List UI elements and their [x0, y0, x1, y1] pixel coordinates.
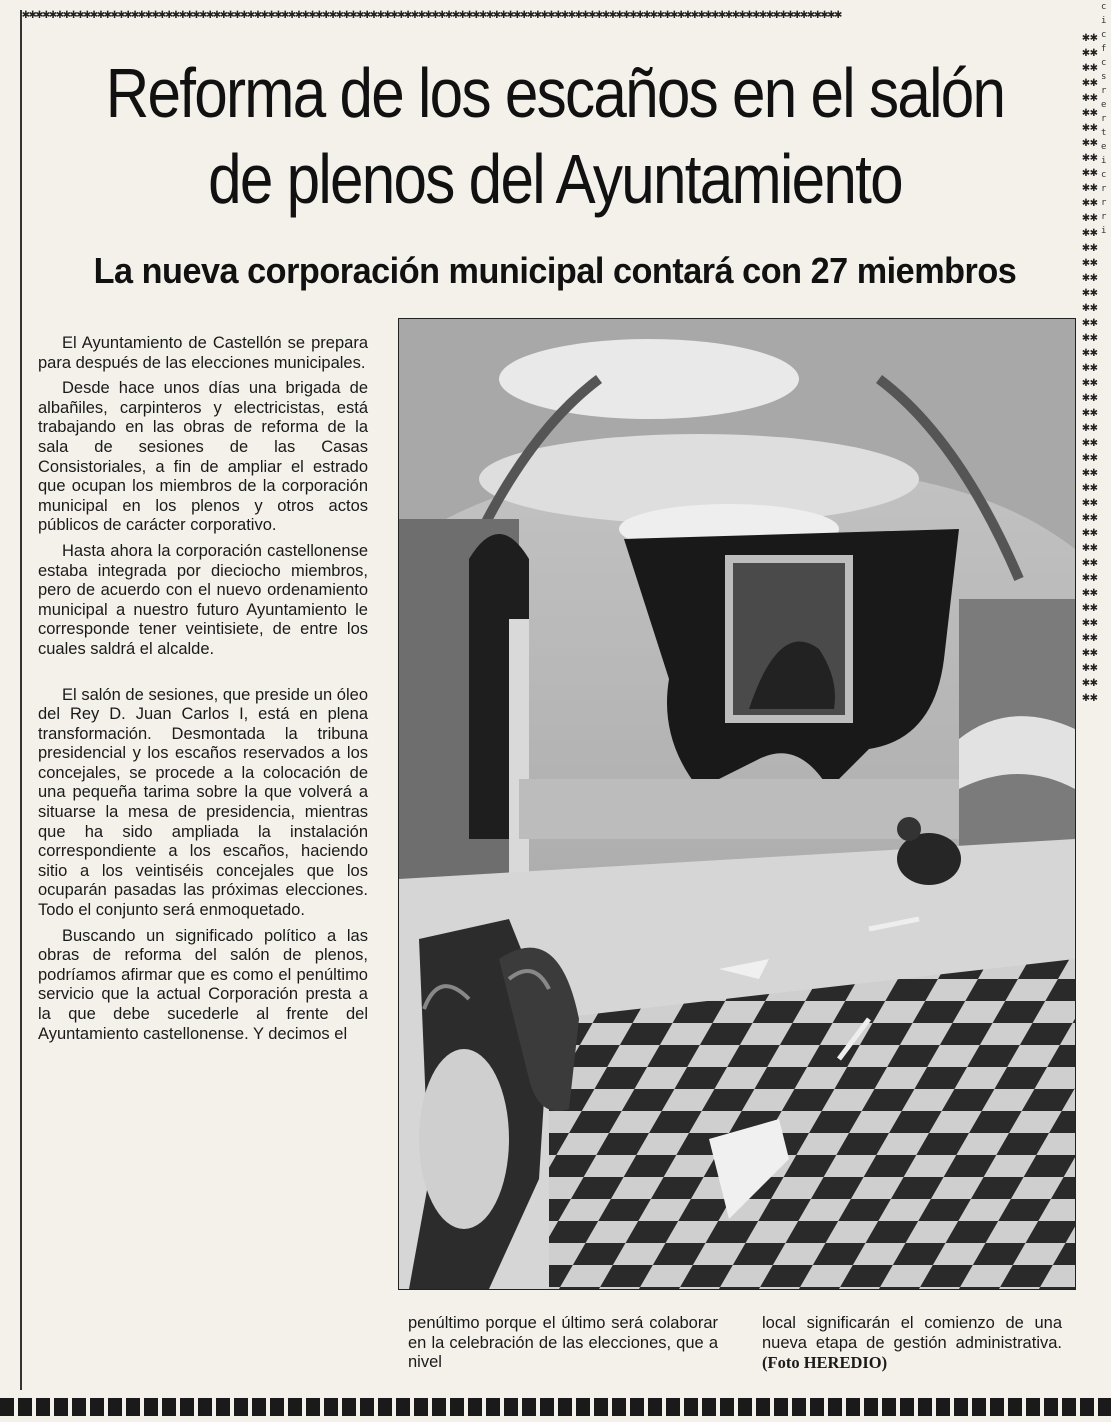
continuation-text-1: penúltimo porque el último será colaborar en la celebración de las elecciones, que a nivel [408, 1314, 718, 1372]
article-paragraph-1: El Ayuntamiento de Castellón se prepara para después de las elecciones municipales. [38, 334, 368, 372]
left-border-rule [20, 10, 22, 1390]
top-star-border: ✱✱✱✱✱✱✱✱✱✱✱✱✱✱✱✱✱✱✱✱✱✱✱✱✱✱✱✱✱✱✱✱✱✱✱✱✱✱✱✱✱✱✱✱✱✱✱✱✱✱✱✱✱✱✱✱✱✱✱✱✱✱✱✱✱✱✱✱✱✱✱✱✱✱✱✱✱✱✱✱✱✱✱✱✱✱✱✱✱✱✱✱✱✱✱✱✱✱✱✱✱✱✱✱✱✱✱✱✱✱✱✱✱✱✱✱✱✱✱✱ [22, 7, 842, 22]
article-column [38, 334, 368, 1050]
subheadline: La nueva corporación municipal contará con 27 miembros [93, 250, 1017, 291]
caption-continuation [408, 1314, 1068, 1374]
headline [104, 50, 1007, 222]
council-chamber-photo [398, 318, 1076, 1290]
photo-credit: (Foto HEREDIO) [762, 1353, 888, 1373]
right-star-border: ✱✱✱✱✱✱✱✱✱✱✱✱✱✱✱✱✱✱✱✱✱✱✱✱✱✱✱✱✱✱✱✱✱✱✱✱✱✱✱✱✱✱✱✱✱✱✱✱✱✱✱✱✱✱✱✱✱✱✱✱✱✱✱✱✱✱✱✱✱✱✱✱✱✱✱✱✱✱✱✱✱✱✱✱✱✱✱✱✱✱ [1082, 30, 1098, 705]
article-paragraph-2: Desde hace unos días una brigada de albañiles, carpinteros y electricistas, está trabajando en las obras de reforma de la sala de sesiones de las Casas Consistoriales, a fin de ampliar el estrado que ocupan los miembros de la corporación municipal en los plenos y otros actos públicos de carácter corporativo. [38, 379, 368, 535]
article-paragraph-5: Buscando un significado político a las obras de reforma del salón de plenos, podríamos afirmar que es como el penúltimo servicio que la actual Corporación presta a la que debe sucederle al frente del Ayuntamiento castellonense. Y decimos el [38, 926, 368, 1043]
continuation-text-2 [762, 1314, 1062, 1374]
photo-illustration [399, 319, 1075, 1289]
bottom-dash-border [0, 1398, 1111, 1416]
continuation-text-2-body: local significarán el comienzo de una nueva etapa de gestión administrativa. [762, 1314, 1062, 1352]
headline-line-1: Reforma de los escaños en el salón [105, 54, 1005, 132]
adjacent-column-edge: cicfcsrerteicrrri [1101, 2, 1107, 236]
article-paragraph-4: El salón de sesiones, que preside un óleo del Rey D. Juan Carlos I, está en plena transformación. Desmontada la tribuna presidencial y los escaños reservados a los concejales, se procede a la colocación de una pequeña tarima sobre la que volverá a situarse la mesa de presidencia, mientras que ha sido ampliada la instalación correspondiente a los escaños, haciendo sitio a los veintiséis concejales que los ocuparán pasadas las próximas elecciones. Todo el conjunto será enmoquetado. [38, 685, 368, 920]
headline-line-2: de plenos del Ayuntamiento [208, 140, 902, 218]
article-paragraph-3: Hasta ahora la corporación castellonense estaba integrada por dieciocho miembros, pero de acuerdo con el nuevo ordenamiento municipal a nuestro futuro Ayuntamiento le corresponde tener veintisiete, de entre los cuales saldrá el alcalde. [38, 541, 368, 658]
